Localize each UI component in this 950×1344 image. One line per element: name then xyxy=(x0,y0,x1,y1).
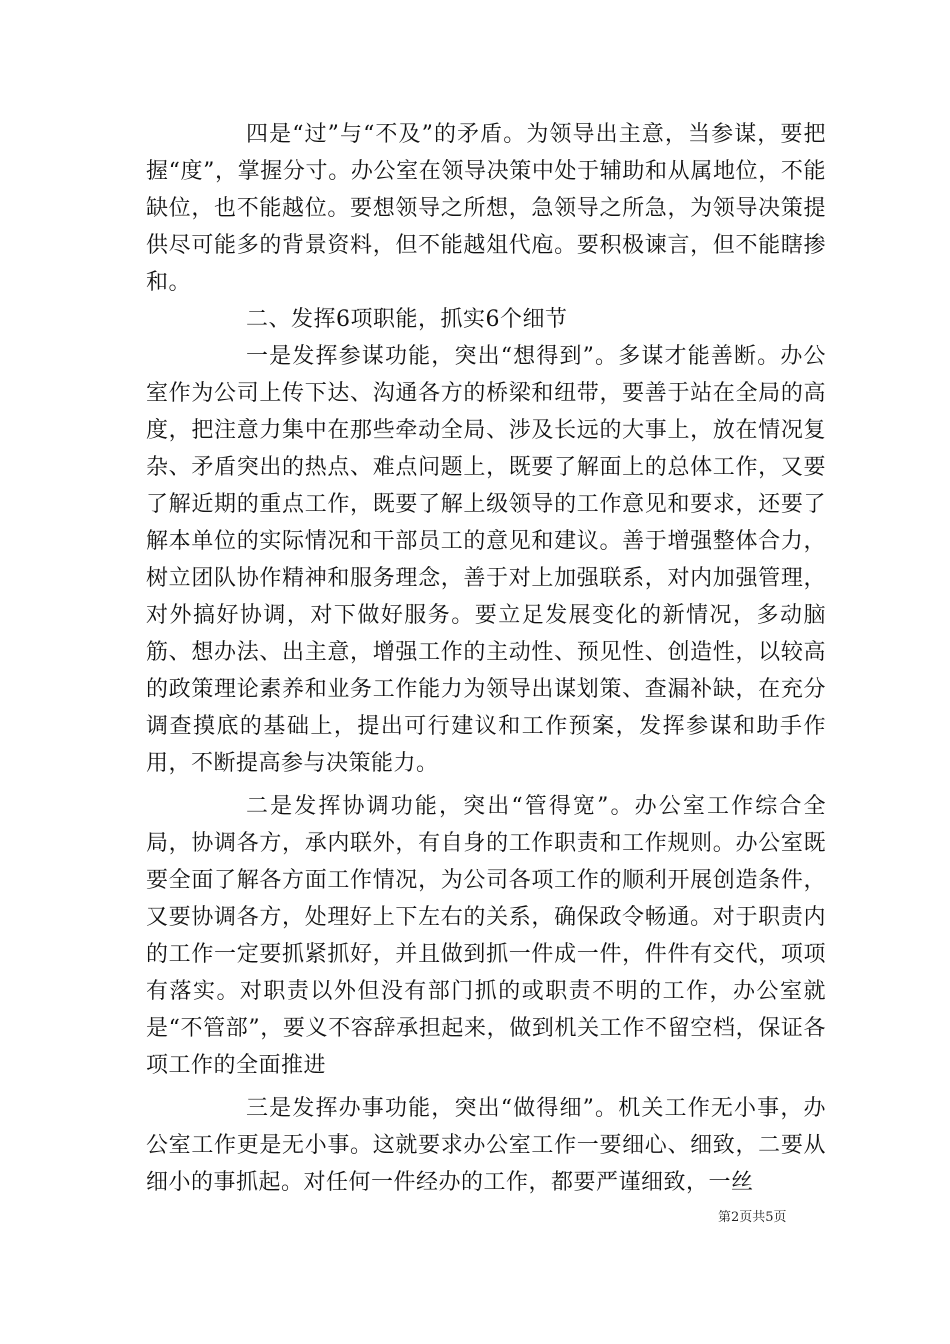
document-body xyxy=(146,116,826,1201)
paragraph-affairs-function: 三是发挥办事功能，突出“做得细”。机关工作无小事，办公室工作更是无小事。这就要求办公室工作一要细心、细致，二要从细小的事抓起。对任何一件经办的工作，都要严谨细致，一丝 xyxy=(146,1096,826,1195)
page-number-footer: 第2页共5页 xyxy=(718,1210,787,1225)
paragraph-contradiction-four: 四是“过”与“不及”的矛盾。为领导出主意，当参谋，要把握“度”，掌握分寸。办公室在领导决策中处于辅助和从属地位，不能缺位，也不能越位。要想领导之所想，急领导之所急，为领导决策提供尽可能多的背景资料，但不能越俎代庖。要积极谏言，但不能瞎掺和。 xyxy=(146,122,826,295)
section-heading-six-functions: 二、发挥6项职能，抓实6个细节 xyxy=(246,307,568,332)
paragraph-coordination-function: 二是发挥协调功能，突出“管得宽”。办公室工作综合全局，协调各方，承内联外，有自身的工作职责和工作规则。办公室既要全面了解各方面工作情况，为公司各项工作的顺利开展创造条件，又要协调各方，处理好上下左右的关系，确保政令畅通。对于职责内的工作一定要抓紧抓好，并且做到抓一件成一件，件件有交代，项项有落实。对职责以外但没有部门抓的或职责不明的工作，办公室就是“不管部”，要义不容辞承担起来，做到机关工作不留空档，保证各项工作的全面推进 xyxy=(146,794,826,1078)
paragraph-advisory-function: 一是发挥参谋功能，突出“想得到”。多谋才能善断。办公室作为公司上传下达、沟通各方的桥梁和纽带，要善于站在全局的高度，把注意力集中在那些牵动全局、涉及长远的大事上，放在情况复杂、矛盾突出的热点、难点问题上，既要了解面上的总体工作，又要了解近期的重点工作，既要了解上级领导的工作意见和要求，还要了解本单位的实际情况和干部员工的意见和建议。善于增强整体合力，树立团队协作精神和服务理念，善于对上加强联系，对内加强管理，对外搞好协调，对下做好服务。要立足发展变化的新情况，多动脑筋、想办法、出主意，增强工作的主动性、预见性、创造性，以较高的政策理论素养和业务工作能力为领导出谋划策、查漏补缺，在充分调查摸底的基础上，提出可行建议和工作预案，发挥参谋和助手作用，不断提高参与决策能力。 xyxy=(146,344,826,776)
